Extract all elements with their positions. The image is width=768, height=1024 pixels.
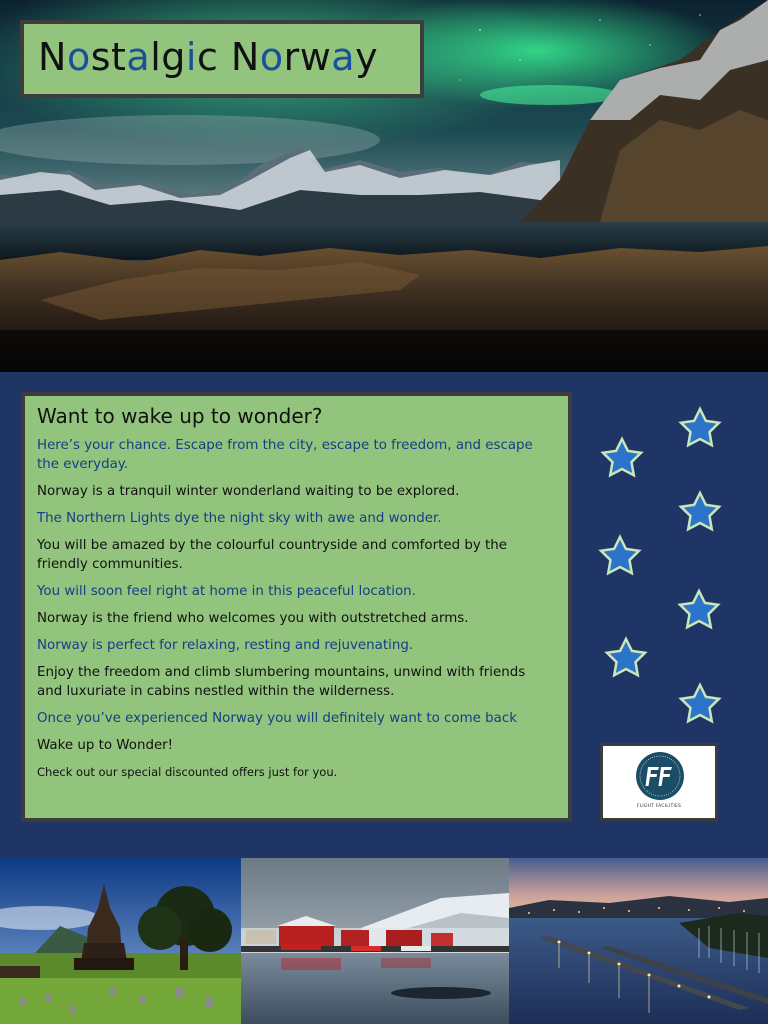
star-icon (677, 682, 723, 728)
title-part: a (331, 35, 356, 79)
ff-logo-icon (635, 751, 685, 801)
title-part: a (126, 35, 151, 79)
paragraph: Wake up to Wonder! (37, 738, 174, 753)
star-icon (599, 436, 645, 482)
paragraph: The Northern Lights dye the night sky with awe and wonder. (37, 511, 442, 526)
page-title (38, 35, 378, 79)
paragraph: Norway is a tranquil winter wonderland waiting to be explored. (37, 484, 460, 499)
title-part: rw (283, 35, 332, 79)
star-icon (603, 636, 649, 682)
title-part: y (355, 35, 379, 79)
star-icon (677, 406, 723, 452)
paragraph: Once you’ve experienced Norway you will definitely want to come back (37, 711, 517, 726)
paragraph: Norway is perfect for relaxing, resting and rejuvenating. (37, 638, 414, 653)
title-part: o (259, 35, 284, 79)
content-heading: Want to wake up to wonder? (37, 404, 323, 428)
content-box (21, 392, 572, 822)
paragraph: Norway is the friend who welcomes you with outstretched arms. (37, 611, 469, 626)
paragraph: Here’s your chance. Escape from the city, escape to freedom, and escape the everyday. (37, 438, 533, 472)
title-part: N (38, 35, 67, 79)
flight-facilities-logo (600, 743, 718, 821)
paragraph: Check out our special discounted offers just for you. (37, 765, 338, 779)
photo-harbour-village (241, 858, 509, 1024)
title-part: i (185, 35, 197, 79)
logo-brand-text: FLIGHT FACILITIES (636, 804, 682, 809)
paragraph: You will be amazed by the colourful countryside and comforted by the friendly communities. (37, 538, 507, 572)
star-icon (677, 490, 723, 536)
photo-stave-church (0, 858, 241, 1024)
photo-night-marina (509, 858, 768, 1024)
paragraph: You will soon feel right at home in this peaceful location. (37, 584, 416, 599)
title-part: lg (150, 35, 186, 79)
star-icon (676, 588, 722, 634)
title-part: st (90, 35, 127, 79)
star-icon (597, 534, 643, 580)
paragraph: Enjoy the freedom and climb slumbering mountains, unwind with friends and luxuriate in cabins nestled within the wilderness. (37, 665, 526, 699)
title-part: c N (196, 35, 260, 79)
title-part: o (66, 35, 91, 79)
title-banner (20, 20, 424, 98)
